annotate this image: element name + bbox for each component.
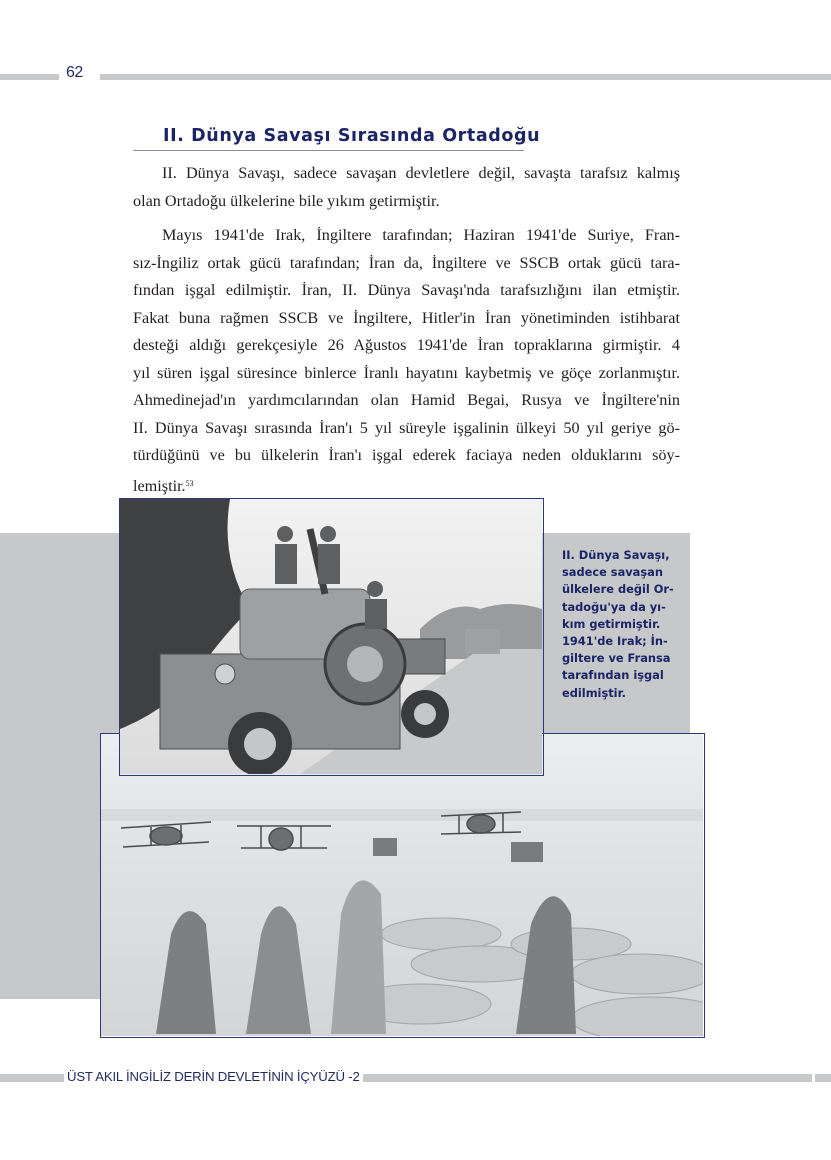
caption-line: tarafından işgal: [562, 668, 664, 683]
page-number: 62: [66, 64, 83, 81]
caption-line: tadoğu'ya da yı-: [562, 599, 666, 614]
distant-vehicle: [465, 629, 500, 654]
photo-caption: [562, 547, 687, 702]
caption-line: kım getirmiştir.: [562, 616, 661, 631]
armored-car-photo: [119, 498, 544, 776]
caption-line: ülkelere değil Or-: [562, 582, 674, 597]
header-rule-left: [0, 74, 59, 80]
paragraph-2: [133, 222, 680, 500]
book-title: ÜST AKIL İNGİLİZ DERİN DEVLETİNİN İÇYÜZÜ -2: [64, 1069, 363, 1084]
paragraph-1: [133, 160, 680, 215]
text-line: olan Ortadoğu ülkelerine bile yıkım getirmiştir.: [133, 191, 440, 210]
airfield-photo: [100, 733, 705, 1038]
header-rule-right: [100, 74, 831, 80]
truck-icon: [511, 842, 543, 862]
text-line: Fakat buna rağmen SSCB ve İngiltere, Hitler'in İran yönetiminden istihbarat: [133, 308, 680, 327]
text-line: desteği aldığı gerekçesiyle 26 Ağustos 1941'de İran topraklarına girmiştir. 4: [133, 336, 680, 354]
caption-line: giltere ve Fransa: [562, 651, 671, 666]
text-line: sız-İngiliz ortak gücü tarafından; İran da, İngiltere ve SSCB ortak gücü tara-: [133, 253, 680, 272]
airfield-photo-image: [101, 734, 703, 1036]
armored-car-photo-image: [120, 499, 542, 774]
text-line: II. Dünya Savaşı sırasında İran'ı 5 yıl süreyle işgalinin ülkeyi 50 yıl geriye gö-: [133, 418, 680, 437]
truck-icon: [373, 838, 397, 856]
text-line: II. Dünya Savaşı, sadece savaşan devletlere değil, savaşta tarafsız kalmış: [162, 164, 680, 182]
text-line: türdüğünü ve bu ülkelerin İran'ı işgal ederek faciaya neden olduklarını söy-: [133, 446, 680, 464]
caption-line: II. Dünya Savaşı,: [562, 548, 670, 562]
text-line-content: lemiştir.: [133, 476, 186, 495]
caption-line: 1941'de Irak; İn-: [562, 634, 668, 649]
footer-rule-end: [815, 1074, 831, 1082]
left-gray-band: [0, 733, 100, 999]
title-underline: [133, 150, 524, 151]
text-line: Ahmedinejad'ın yardımcılarından olan Hamid Begai, Rusya ve İngiltere'nin: [133, 391, 680, 409]
section-title: II. Dünya Savaşı Sırasında Ortadoğu: [163, 126, 541, 146]
text-line: yıl süren işgal süresince binlerce İranlı hayatını kaybetmiş ve göçe zorlanmıştır.: [133, 363, 680, 382]
text-line: fından işgal edilmiştir. İran, II. Dünya Savaşı'nda tarafsızlığını ilan etmiştir.: [133, 281, 680, 299]
text-line: Mayıs 1941'de Irak, İngiltere tarafından; Haziran 1941'de Suriye, Fran-: [162, 226, 680, 244]
footnote-ref: 53: [185, 478, 194, 488]
text-line: [133, 470, 680, 501]
caption-line: sadece savaşan: [562, 565, 663, 580]
caption-line: edilmiştir.: [562, 685, 626, 700]
